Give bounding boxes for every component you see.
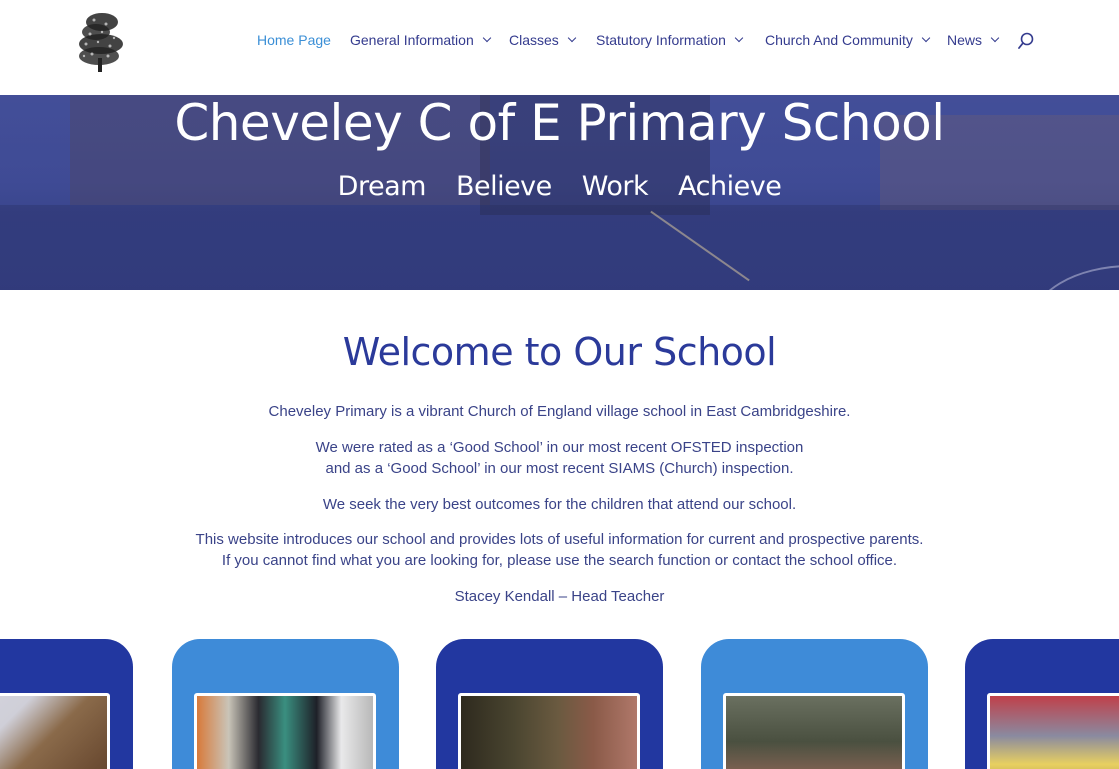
nav-classes[interactable] [509, 32, 575, 48]
paragraph-line: If you cannot find what you are looking for, please use the search function or contact the school office. [221, 552, 898, 569]
classroom-celebration-photo [987, 693, 1119, 769]
head-teacher-signature [0, 586, 1119, 607]
motto-word: Achieve [678, 171, 782, 202]
feature-card[interactable] [172, 639, 399, 769]
paragraph-line: and as a ‘Good School’ in our most recent SIAMS (Church) inspection. [325, 460, 794, 477]
chevron-down-icon [482, 34, 490, 42]
paragraph-line: Stacey Kendall – Head Teacher [454, 588, 665, 605]
hero-banner [0, 95, 1119, 290]
hero-title: Cheveley C of E Primary School [174, 95, 945, 152]
motto-word: Work [581, 171, 649, 202]
chevron-down-icon [922, 34, 930, 42]
church-candle-photo [458, 693, 640, 769]
nav-label: News [947, 32, 983, 48]
intro-paragraph [0, 401, 1119, 422]
motto-word: Dream [337, 171, 426, 202]
nav-label: Classes [509, 32, 559, 48]
paragraph-line: We were rated as a ‘Good School’ in our most recent OFSTED inspection [315, 439, 804, 456]
paragraph-line: Cheveley Primary is a vibrant Church of England village school in East Cambridgeshire. [268, 403, 851, 420]
nav-news[interactable] [947, 32, 998, 48]
child-reading-photo [0, 693, 110, 769]
hero-motto [0, 171, 1119, 202]
motto-word: Believe [455, 171, 552, 202]
school-logo[interactable] [72, 8, 128, 74]
nav-label: Home Page [257, 32, 331, 48]
tree-logo-icon [72, 8, 128, 74]
pupils-with-poster-photo [194, 693, 376, 769]
nav-home-page[interactable] [257, 32, 331, 48]
search-button[interactable] [1016, 31, 1036, 51]
ratings-paragraph [0, 437, 1119, 479]
nav-general-information[interactable] [350, 32, 490, 48]
hero-photo-playground [0, 205, 1119, 290]
feature-card[interactable] [0, 639, 133, 769]
website-info-paragraph [0, 529, 1119, 571]
chevron-down-icon [568, 34, 576, 42]
feature-card[interactable] [436, 639, 663, 769]
nav-statutory-information[interactable] [596, 32, 742, 48]
nav-label: Statutory Information [596, 32, 726, 48]
site-header [0, 0, 1119, 95]
paragraph-line: This website introduces our school and provides lots of useful information for current and prospective parents. [195, 531, 924, 548]
forest-school-group-photo [723, 693, 905, 769]
nav-church-and-community[interactable] [765, 32, 929, 48]
feature-card[interactable] [701, 639, 928, 769]
nav-label: Church And Community [765, 32, 913, 48]
feature-card[interactable] [965, 639, 1119, 769]
outcomes-paragraph [0, 494, 1119, 515]
chevron-down-icon [735, 34, 743, 42]
welcome-heading: Welcome to Our School [342, 330, 777, 374]
paragraph-line: We seek the very best outcomes for the children that attend our school. [322, 496, 797, 513]
chevron-down-icon [991, 34, 999, 42]
nav-label: General Information [350, 32, 474, 48]
search-icon [1016, 31, 1036, 51]
